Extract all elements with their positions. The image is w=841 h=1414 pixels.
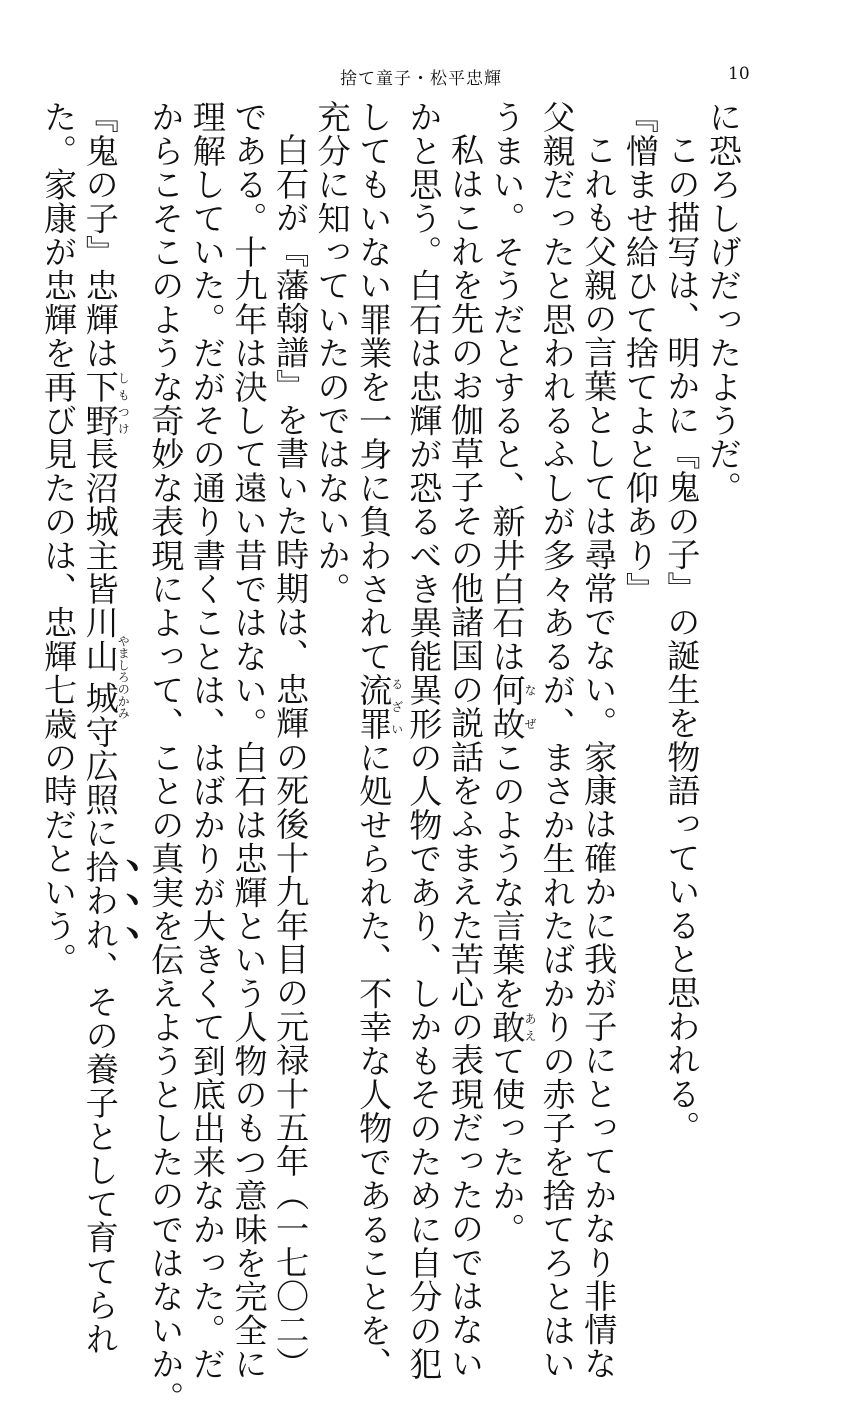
text-line	[578, 100, 620, 1381]
ruby-reading: るざい	[389, 672, 404, 741]
text-fragment: に処せられた、不幸な人物であることを、	[354, 740, 394, 1381]
text-line	[186, 100, 228, 1381]
text-fragment: 『鬼の子』忠輝は	[80, 100, 120, 370]
text-fragment: 私はこれを先のお伽草子その他諸国の説話をふまえた苦心の表現だったのではない	[445, 133, 485, 1381]
ruby-reading: やましろのかみ	[116, 635, 131, 720]
text-fragment: この描写は、明かに『鬼の子』の誕生を物語っていると思われる。	[662, 133, 702, 1145]
text-line	[228, 100, 270, 1381]
text-fragment: 父親だったと思われるふしが多々あるが、まさか生れたばかりの赤子を捨てろとはい	[537, 100, 577, 1381]
text-fragment: 充分に知っていたのではないか。	[312, 100, 352, 606]
ruby-annotation	[487, 672, 538, 741]
text-line	[444, 100, 486, 1381]
ruby-annotation	[80, 369, 131, 438]
text-fragment: 白石が『藩翰譜』を書いた時期は、忠輝の死後十九年目の元禄十五年（一七〇二）	[271, 133, 311, 1381]
text-line	[661, 100, 703, 1145]
text-line	[536, 100, 578, 1381]
text-line	[311, 100, 353, 1140]
ruby-reading: あえ	[523, 1009, 538, 1044]
running-header-title: 捨て童子・松平忠輝	[340, 69, 502, 89]
text-line	[486, 100, 538, 1246]
ruby-base: 敢	[487, 1009, 527, 1044]
ruby-annotation	[80, 635, 131, 720]
text-fragment: からこそこのような奇妙な表現によって、ことの真実を伝えようとしたのではないか。	[146, 100, 186, 1414]
text-fragment: このような言葉を	[487, 740, 527, 1010]
ruby-reading: なぜ	[523, 672, 538, 741]
ruby-base: 山城	[80, 635, 120, 720]
vertical-text-body	[39, 100, 744, 1414]
text-fragment: これも父親の言葉としては尋常でない。家康は確かに我が子にとってかなり非情な	[579, 133, 619, 1381]
emphasis-text: 拾われ	[80, 849, 120, 951]
text-fragment: 理解していた。だがその通り書くことは、はばかりが大きくて到底出来なかった。だ	[187, 100, 227, 1381]
ruby-annotation	[354, 672, 404, 741]
text-line	[702, 100, 744, 1140]
text-line	[269, 100, 311, 1381]
ruby-base: 何故	[487, 672, 527, 741]
page-number: 10	[728, 64, 750, 84]
text-fragment: て使ったか。	[487, 1043, 527, 1246]
text-line	[145, 100, 187, 1414]
text-line	[38, 100, 80, 1140]
ruby-reading: しもつけ	[116, 369, 131, 438]
text-line	[79, 100, 145, 1356]
text-fragment: うまい。そうだとすると、新井白石は	[487, 100, 527, 673]
text-fragment: 長沼城主皆川	[80, 437, 120, 640]
text-fragment: してもいない罪業を一身に負わされて	[354, 100, 394, 673]
text-fragment: である。十九年は決して遠い昔ではない。白石は忠輝という人物のもつ意味を完全に	[229, 100, 269, 1381]
text-fragment: 守広照に	[80, 714, 120, 850]
ruby-annotation	[487, 1009, 538, 1044]
ruby-base: 流罪	[354, 672, 394, 741]
text-fragment: かと思う。白石は忠輝が恐るべき異能異形の人物であり、しかもそのために自分の犯	[404, 100, 444, 1381]
ruby-base: 下野	[80, 369, 120, 438]
text-fragment: に恐ろしげだったようだ。	[704, 100, 743, 505]
text-fragment: 、その養子として育てられ	[80, 950, 120, 1356]
text-line	[619, 100, 661, 1140]
text-line	[353, 100, 404, 1381]
text-fragment: た。家康が忠輝を再び見たのは、忠輝七歳の時だという。	[39, 100, 79, 977]
text-line	[403, 100, 445, 1381]
text-fragment: 『憎ませ給ひて捨てよと仰あり』	[620, 100, 660, 606]
